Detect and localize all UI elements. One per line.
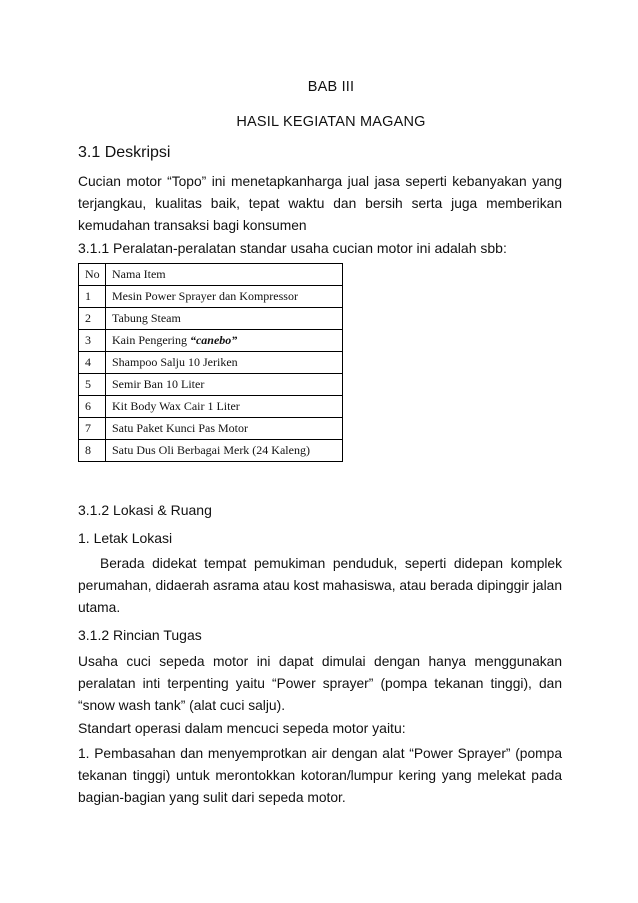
table-row (79, 418, 343, 440)
row-name-emphasis: “canebo” (189, 333, 238, 347)
row-name (106, 286, 343, 308)
table-row (79, 308, 343, 330)
row-name-text: Satu Dus Oli Berbagai Merk (24 Kaleng) (112, 443, 310, 457)
tugas-paragraph: Usaha cuci sepeda motor ini dapat dimulai dengan hanya menggunakan peralatan inti terpenting yaitu “Power sprayer” (pompa tekanan tinggi), dan “snow wash tank” (alat cuci salju). (78, 654, 562, 713)
section-3-1-2-tugas-heading: 3.1.2 Rincian Tugas (78, 627, 202, 643)
row-no: 2 (79, 308, 106, 330)
row-name (106, 330, 343, 352)
row-no: 4 (79, 352, 106, 374)
table-row (79, 374, 343, 396)
table-header-row (79, 264, 343, 286)
chapter-label: BAB III (307, 79, 355, 95)
row-name (106, 374, 343, 396)
table-header-no: No (79, 264, 106, 286)
row-no: 7 (79, 418, 106, 440)
table-row (79, 286, 343, 308)
row-name-text: Semir Ban 10 Liter (112, 377, 205, 391)
table-row (79, 352, 343, 374)
row-name-text: Tabung Steam (112, 311, 181, 325)
row-name-text: Satu Paket Kunci Pas Motor (112, 421, 248, 435)
chapter-title: HASIL KEGIATAN MAGANG (236, 114, 426, 130)
row-name (106, 396, 343, 418)
row-name-text: Mesin Power Sprayer dan Kompressor (112, 289, 298, 303)
row-name (106, 418, 343, 440)
row-name-text: Shampoo Salju 10 Jeriken (112, 355, 238, 369)
lokasi-paragraph: Berada didekat tempat pemukiman penduduk, seperti didepan komplek perumahan, didaerah asrama atau kost mahasiswa, atau berada dipinggir jalan utama. (78, 556, 562, 615)
table-row (79, 440, 343, 462)
table-row (79, 330, 343, 352)
section-3-1-heading: 3.1 Deskripsi (78, 144, 171, 161)
row-no: 3 (79, 330, 106, 352)
row-no: 8 (79, 440, 106, 462)
row-name-text: Kit Body Wax Cair 1 Liter (112, 399, 240, 413)
row-name (106, 308, 343, 330)
section-3-1-1-heading: 3.1.1 Peralatan-peralatan standar usaha cucian motor ini adalah sbb: (78, 240, 507, 256)
step-1-paragraph: 1. Pembasahan dan menyemprotkan air dengan alat “Power Sprayer” (pompa tekanan tinggi) untuk merontokkan kotoran/lumpur kering yang melekat pada bagian-bagian yang sulit dari sepeda motor. (78, 746, 562, 805)
row-no: 6 (79, 396, 106, 418)
standard-intro: Standart operasi dalam mencuci sepeda motor yaitu: (78, 720, 406, 736)
letak-lokasi-subheading: 1. Letak Lokasi (78, 530, 173, 546)
table-row (79, 396, 343, 418)
table-header-name: Nama Item (106, 264, 343, 286)
row-no: 5 (79, 374, 106, 396)
section-3-1-paragraph: Cucian motor “Topo” ini menetapkanharga jual jasa seperti kebanyakan yang terjangkau, kualitas baik, tepat waktu dan bersih serta juga memberikan kemudahan transaksi bagi konsumen (78, 174, 562, 233)
row-no: 1 (79, 286, 106, 308)
equipment-table (78, 263, 343, 462)
row-name-text: Kain Pengering (112, 333, 190, 347)
section-3-1-2-lokasi-heading: 3.1.2 Lokasi & Ruang (78, 502, 212, 518)
row-name (106, 352, 343, 374)
row-name (106, 440, 343, 462)
